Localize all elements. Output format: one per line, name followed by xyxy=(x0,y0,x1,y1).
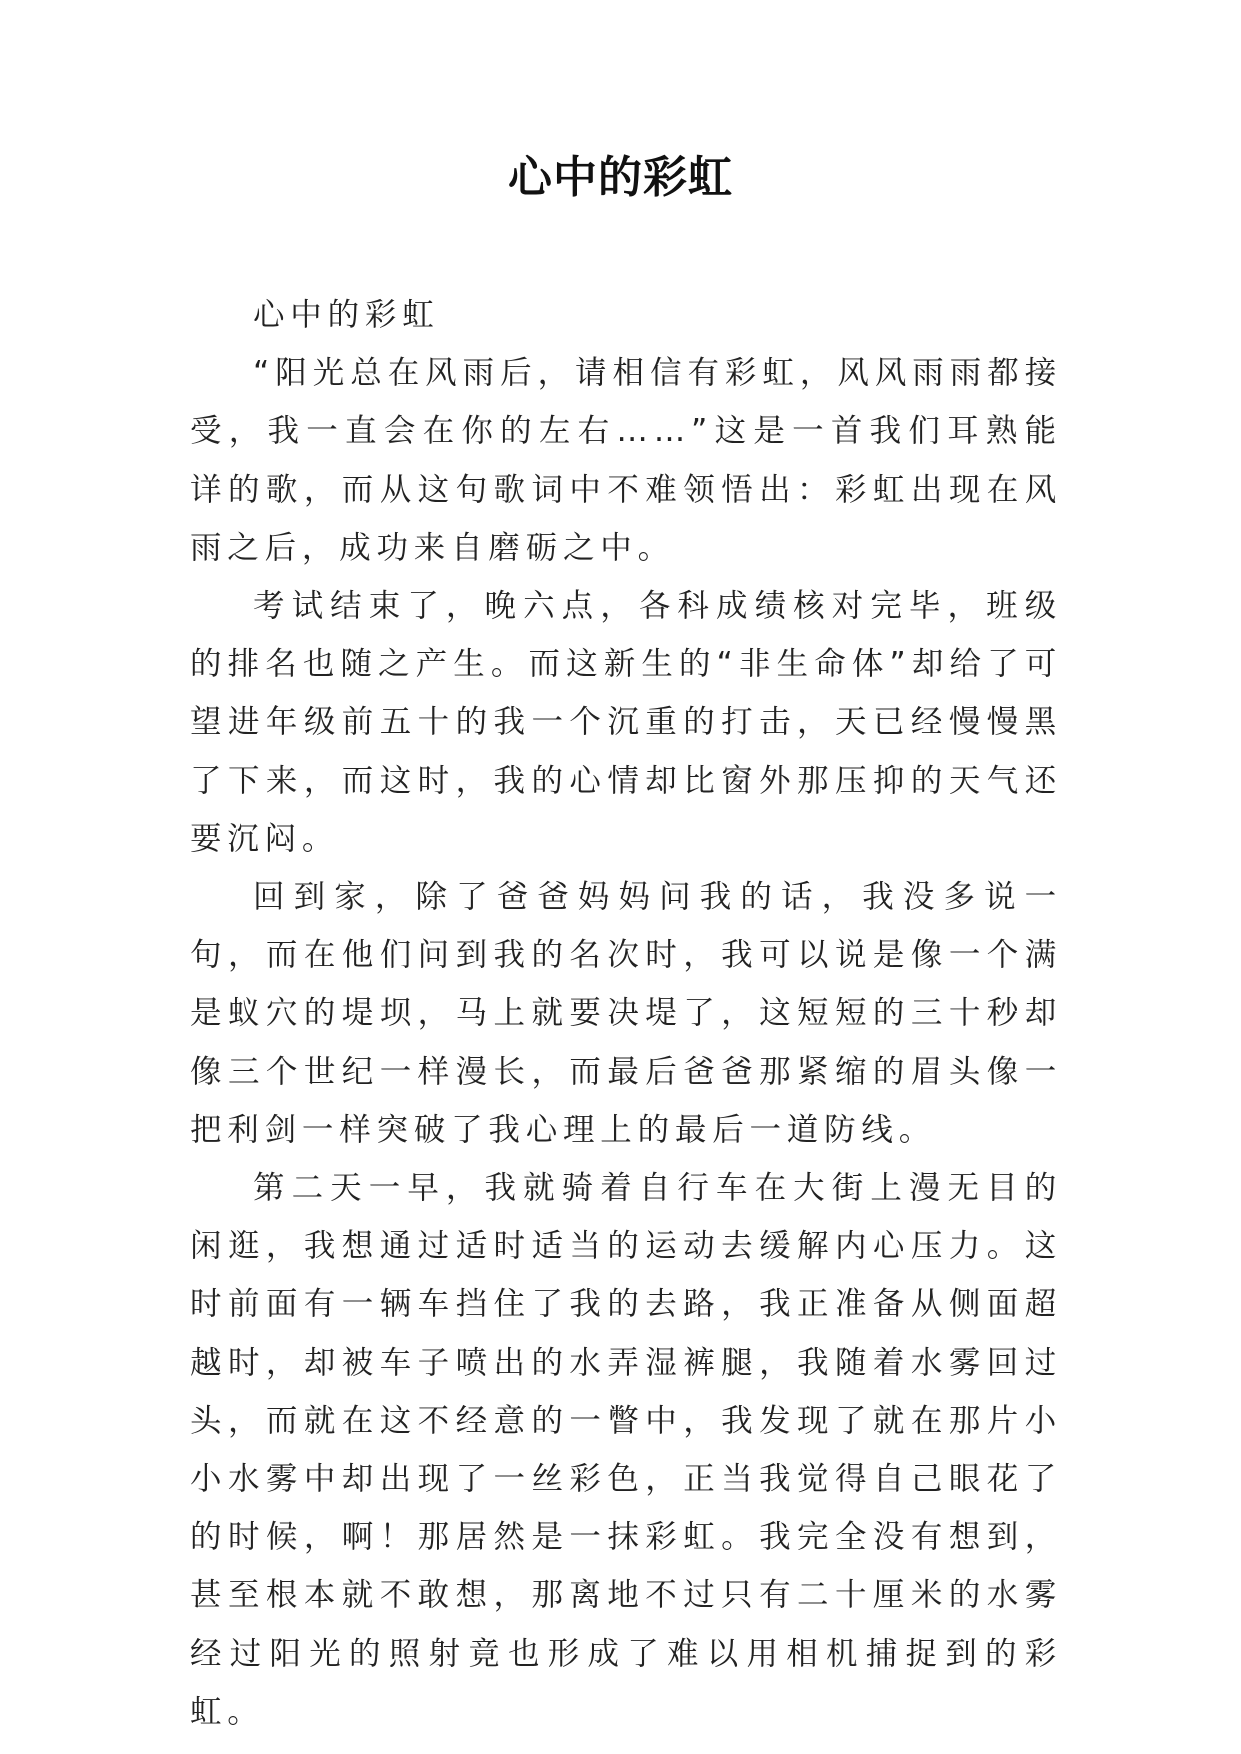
paragraph-heading: 心中的彩虹 xyxy=(253,297,440,333)
document-body xyxy=(190,286,1062,1741)
paragraph: “阳光总在风雨后，请相信有彩虹，风风雨雨都接受，我一直会在你的左右……”这是一首我们耳熟能详的歌，而从这句歌词中不难领悟出：彩虹出现在风雨之后，成功来自磨砺之中。 xyxy=(190,355,1062,566)
paragraph: 考试结束了，晚六点，各科成绩核对完毕，班级的排名也随之产生。而这新生的“非生命体”却给了可望进年级前五十的我一个沉重的打击，天已经慢慢黑了下来，而这时，我的心情却比窗外那压抑的天气还要沉闷。 xyxy=(190,588,1062,857)
paragraph: 第二天一早，我就骑着自行车在大街上漫无目的闲逛，我想通过适时适当的运动去缓解内心压力。这时前面有一辆车挡住了我的去路，我正准备从侧面超越时，却被车子喷出的水弄湿裤腿，我随着水雾回过头，而就在这不经意的一瞥中，我发现了就在那片小小水雾中却出现了一丝彩色，正当我觉得自己眼花了的时候，啊！那居然是一抹彩虹。我完全没有想到，甚至根本就不敢想，那离地不过只有二十厘米的水雾经过阳光的照射竟也形成了难以用相机捕捉到的彩虹。 xyxy=(190,1170,1062,1730)
paragraph: 回到家，除了爸爸妈妈问我的话，我没多说一句，而在他们问到我的名次时，我可以说是像一个满是蚁穴的堤坝，马上就要决堤了，这短短的三十秒却像三个世纪一样漫长，而最后爸爸那紧缩的眉头像一把利剑一样突破了我心理上的最后一道防线。 xyxy=(190,879,1062,1148)
document-title: 心中的彩虹 xyxy=(508,152,733,203)
